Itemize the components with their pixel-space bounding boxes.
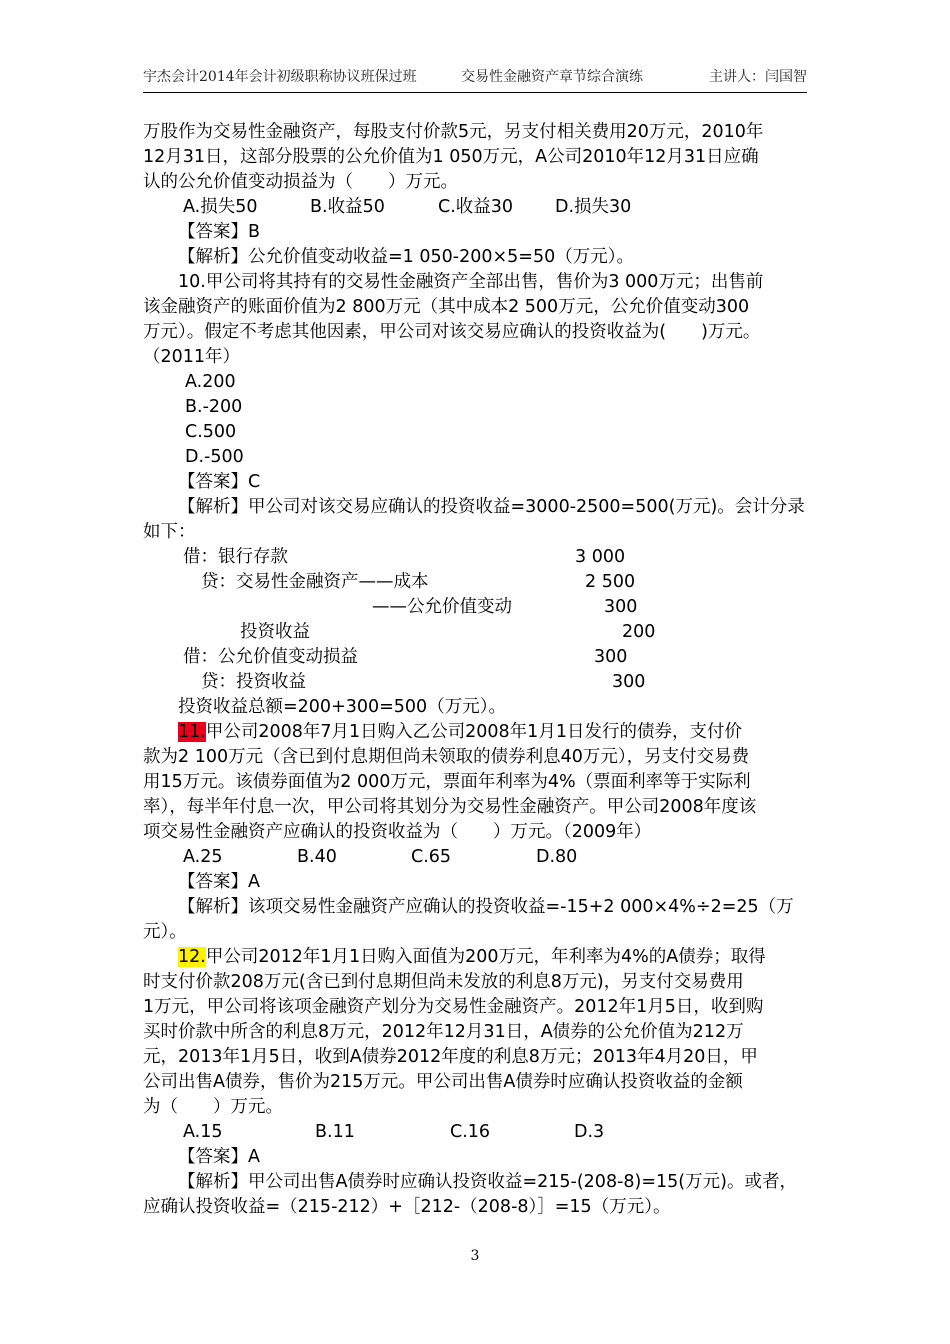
header-course-title: 宇杰会计2014年会计初级职称协议班保过班 bbox=[143, 69, 417, 85]
journal-amount: 300 bbox=[604, 597, 638, 617]
q12-line: 买时价款中所含的利息8万元，2012年12月31日，A债券的公允价值为212万 bbox=[143, 1022, 744, 1042]
header-chapter-title: 交易性金融资产章节综合演练 bbox=[461, 69, 643, 85]
q12-line: 公司出售A债券，售价为215万元。甲公司出售A债券时应确认投资收益的金额 bbox=[143, 1072, 743, 1092]
q11-line: 用15万元。该债券面值为2 000万元，票面年利率为4%（票面利率等于实际利 bbox=[143, 772, 751, 792]
q11-analysis: 【解析】该项交易性金融资产应确认的投资收益=-15+2 000×4%÷2=25（万 bbox=[178, 897, 794, 917]
q12-line: 为（ ）万元。 bbox=[143, 1097, 283, 1117]
header-lecturer: 主讲人：闫国智 bbox=[709, 69, 807, 85]
journal-entry bbox=[143, 570, 809, 595]
q11-line bbox=[143, 720, 809, 745]
q12-number: 12. bbox=[178, 947, 206, 967]
q10-line: 10.甲公司将其持有的交易性金融资产全部出售，售价为3 000万元；出售前 bbox=[178, 272, 764, 292]
q12-line: 元，2013年1月5日，收到A债券2012年度的利息8万元；2013年4月20日，甲 bbox=[143, 1047, 758, 1067]
journal-account: 贷：交易性金融资产——成本 bbox=[201, 572, 429, 592]
journal-entry bbox=[143, 645, 809, 670]
q10-analysis: 【解析】甲公司对该交易应确认的投资收益=3000-2500=500(万元)。会计分录 bbox=[178, 497, 805, 517]
page-header bbox=[143, 66, 807, 88]
q11-options bbox=[143, 845, 809, 870]
q10-line: （2011年） bbox=[143, 347, 241, 367]
journal-entry bbox=[143, 620, 809, 645]
q12-option-a: A.15 bbox=[183, 1122, 223, 1142]
journal-amount: 200 bbox=[622, 622, 656, 642]
q11-first-line: 甲公司2008年7月1日购入乙公司2008年1月1日发行的债券，支付价 bbox=[205, 722, 742, 742]
q10-option-b: B.-200 bbox=[185, 397, 243, 417]
q9-answer: 【答案】B bbox=[178, 222, 261, 242]
q11-number: 11. bbox=[178, 722, 206, 742]
journal-account: 借：公允价值变动损益 bbox=[183, 647, 358, 667]
q10-total: 投资收益总额=200+300=500（万元）。 bbox=[178, 697, 506, 717]
q9-option-d: D.损失30 bbox=[555, 197, 632, 217]
q11-line: 项交易性金融资产应确认的投资收益为（ ）万元。（2009年） bbox=[143, 822, 652, 842]
q12-option-d: D.3 bbox=[574, 1122, 605, 1142]
q10-option-d: D.-500 bbox=[185, 447, 244, 467]
journal-amount: 3 000 bbox=[575, 547, 626, 567]
q12-line: 1万元，甲公司将该项金融资产划分为交易性金融资产。2012年1月5日，收到购 bbox=[143, 997, 764, 1017]
q10-answer: 【答案】C bbox=[178, 472, 261, 492]
q10-option-a: A.200 bbox=[185, 372, 236, 392]
header-divider bbox=[143, 92, 807, 93]
q11-option-a: A.25 bbox=[183, 847, 223, 867]
q11-answer: 【答案】A bbox=[178, 872, 260, 892]
q12-first-line: 甲公司2012年1月1日购入面值为200万元，年利率为4%的A债券；取得 bbox=[205, 947, 766, 967]
journal-account: 借：银行存款 bbox=[183, 547, 288, 567]
q9-options bbox=[143, 195, 809, 220]
q11-option-c: C.65 bbox=[411, 847, 452, 867]
q9-option-b: B.收益50 bbox=[310, 197, 385, 217]
q9-option-a: A.损失50 bbox=[183, 197, 258, 217]
journal-entry bbox=[143, 595, 809, 620]
journal-amount: 2 500 bbox=[585, 572, 636, 592]
q12-answer: 【答案】A bbox=[178, 1147, 260, 1167]
q9-option-c: C.收益30 bbox=[438, 197, 514, 217]
journal-amount: 300 bbox=[612, 672, 646, 692]
q11-analysis: 元）。 bbox=[143, 922, 187, 942]
q12-analysis: 应确认投资收益=（215-212）+［212-（208-8）］=15（万元）。 bbox=[143, 1197, 671, 1217]
q12-line bbox=[143, 945, 809, 970]
page-number: 3 bbox=[470, 1248, 480, 1264]
q9-line: 万股作为交易性金融资产，每股支付价款5元，另支付相关费用20万元，2010年 bbox=[143, 122, 764, 142]
q10-option-c: C.500 bbox=[185, 422, 237, 442]
q10-line: 该金融资产的账面价值为2 800万元（其中成本2 500万元，公允价值变动300 bbox=[143, 297, 750, 317]
q10-line: 万元）。假定不考虑其他因素，甲公司对该交易应确认的投资收益为( )万元。 bbox=[143, 322, 761, 342]
q12-options bbox=[143, 1120, 809, 1145]
journal-account: 投资收益 bbox=[240, 622, 310, 642]
q12-analysis: 【解析】甲公司出售A债券时应确认投资收益=215-(208-8)=15(万元)。或者， bbox=[178, 1172, 797, 1192]
journal-entry bbox=[143, 545, 809, 570]
q12-option-b: B.11 bbox=[315, 1122, 355, 1142]
q12-option-c: C.16 bbox=[450, 1122, 491, 1142]
q10-analysis: 如下： bbox=[143, 522, 196, 542]
q11-option-b: B.40 bbox=[297, 847, 337, 867]
page-content bbox=[143, 120, 809, 1220]
q9-line: 12月31日，这部分股票的公允价值为1 050万元，A公司2010年12月31日应确 bbox=[143, 147, 759, 167]
q11-line: 款为2 100万元（含已到付息期但尚未领取的债券利息40万元），另支付交易费 bbox=[143, 747, 750, 767]
journal-account: ——公允价值变动 bbox=[372, 597, 512, 617]
q9-analysis: 【解析】公允价值变动收益=1 050-200×5=50（万元）。 bbox=[178, 247, 634, 267]
q12-line: 时支付价款208万元(含已到付息期但尚未发放的利息8万元)，另支付交易费用 bbox=[143, 972, 744, 992]
q11-line: 率），每半年付息一次，甲公司将其划分为交易性金融资产。甲公司2008年度该 bbox=[143, 797, 757, 817]
q11-option-d: D.80 bbox=[536, 847, 578, 867]
journal-account: 贷：投资收益 bbox=[201, 672, 306, 692]
journal-amount: 300 bbox=[594, 647, 628, 667]
q9-line: 认的公允价值变动损益为（ ）万元。 bbox=[143, 172, 458, 192]
journal-entry bbox=[143, 670, 809, 695]
